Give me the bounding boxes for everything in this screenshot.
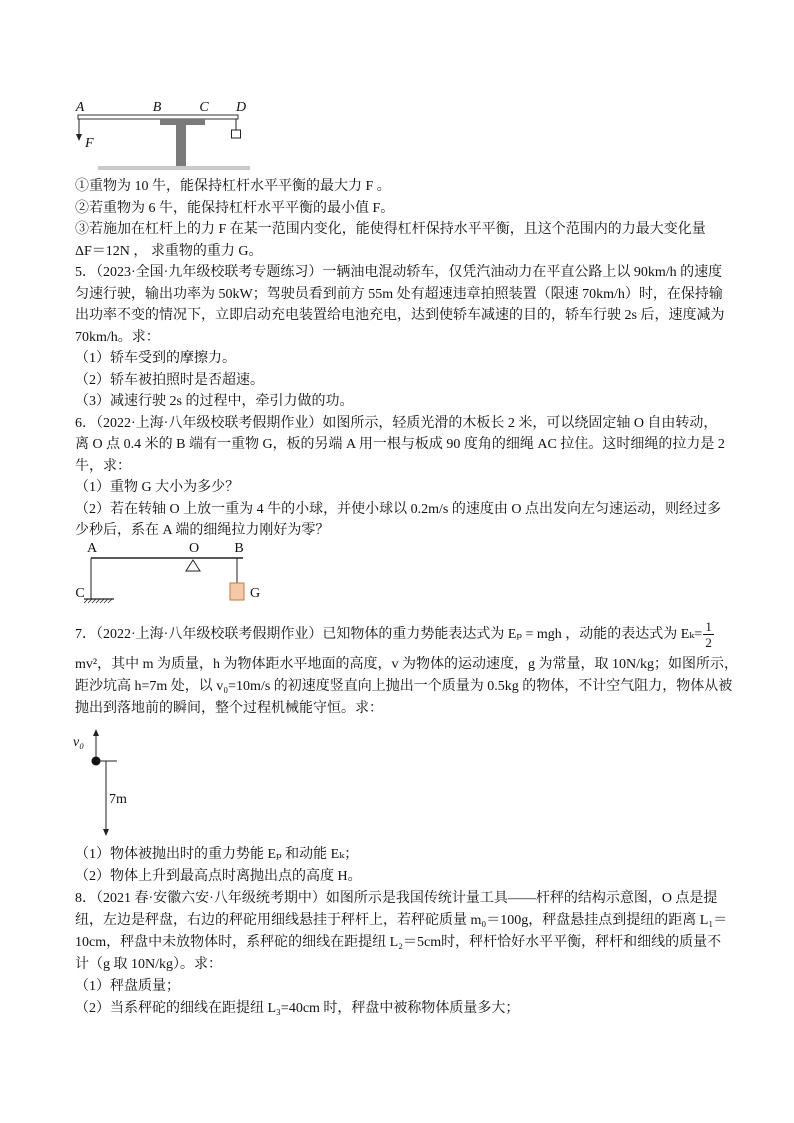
q7-stem-first-line xyxy=(75,620,755,650)
force-arrowhead-icon xyxy=(76,134,82,141)
q4-item-line: ΔF＝12N ， 求重物的重力 G。 xyxy=(75,243,263,259)
q4-item-line: ③若施加在杠杆上的力 F 在某一范围内变化，能使得杠杆保持水平平衡，且这个范围内的力最大变化量 xyxy=(75,222,706,237)
q6-part: （2）若在转轴 O 上放一重为 4 牛的小球，并使小球以 0.2m/s 的速度由 O 点出发向左匀速运动，则经过多 xyxy=(75,501,721,517)
q7-stem-line: 距沙坑高 h=7m 处，以 v₀=10m/s 的初速度竖直向上抛出一个质量为 0.5kg 的物体，不计空气阻力，物体从被 xyxy=(75,679,733,694)
support-top xyxy=(160,119,205,125)
q8-stem-line: 10cm，秤盘中未放物体时，系秤砣的细线在距提纽 L₂＝5cm时，秤杆恰好水平平衡，秤杆和细线的质量不 xyxy=(75,935,722,950)
q5-stem-line: 出功率不变的情况下，立即启动充电装置给电池充电，达到使轿车减速的目的，轿车行驶 2s 后，速度减为 xyxy=(75,308,725,323)
q4-item-line: ②若重物为 6 牛，能保持杠杆水平平衡的最小值 F。 xyxy=(75,200,395,216)
q7-part: （2）物体上升到最高点时离抛出点的高度 H。 xyxy=(75,869,362,884)
q6-stem-line: 6．（2022·上海·八年级校联考假期作业）如图所示，轻质光滑的木板长 2 米，可以绕固定轴 O 自由转动， xyxy=(75,415,718,431)
q6-part: 少秒后，系在 A 端的细绳拉力刚好为零？ xyxy=(75,523,330,538)
q8-stem-line: 计（g 取 10N/kg）。求： xyxy=(75,957,222,972)
board-pivot-o-label: O xyxy=(188,541,200,556)
questions-7-to-8 xyxy=(75,844,755,1020)
board-diagram xyxy=(70,536,270,611)
q6-stem-line: 离 O 点 0.4 米的 B 端有一重物 G，板的另端 A 用一根与板成 90 度角的细绳 AC 拉住。这时细绳的拉力是 2 xyxy=(75,437,725,452)
height-arrowhead-icon xyxy=(103,829,109,836)
q5-part: （2）轿车被拍照时是否超速。 xyxy=(75,372,264,388)
board-point-b-label: B xyxy=(234,541,244,556)
fraction-denominator: 2 xyxy=(705,635,712,650)
q5-part: （1）轿车受到的摩擦力。 xyxy=(75,351,236,366)
weight-g-box xyxy=(230,583,244,600)
lever-point-d-label: D xyxy=(235,100,247,115)
board-point-a-label: A xyxy=(86,541,98,556)
q7-fraction xyxy=(703,620,714,649)
questions-4-to-6 xyxy=(75,176,755,542)
velocity-arrowhead-icon xyxy=(93,729,99,736)
fraction-numerator: 1 xyxy=(705,620,712,635)
lever-bar xyxy=(78,115,238,119)
q5-stem-line: 70km/h。求： xyxy=(75,329,160,345)
q8-part: （2）当系秤砣的细线在距提纽 L₃=40cm 时，秤盘中被称物体质量多大； xyxy=(75,1001,520,1016)
force-label: F xyxy=(85,136,94,151)
q7-stem-line: 抛出到落地前的瞬间，整个过程机械能守恒。求： xyxy=(75,701,383,716)
q8-stem-line: 纽，左边是秤盘，右边的秤砣用细线悬挂于秤杆上，若秤砣质量 m₀＝100g，秤盘悬挂点到提纽的距离 L₁＝ xyxy=(75,913,728,928)
lever-diagram xyxy=(60,90,260,175)
weight-g-label: G xyxy=(250,586,261,601)
pivot-triangle-icon xyxy=(186,560,200,571)
support-post xyxy=(176,125,186,166)
initial-velocity-label: v₀ xyxy=(73,735,85,750)
q8-part: （1）秤盘质量； xyxy=(75,979,180,994)
q8-stem-line: 8．（2021 春·安徽六安·八年级统考期中）如图所示是我国传统计量工具——杆秤的结构示意图，O 点是提 xyxy=(75,891,718,906)
lever-point-a-label: A xyxy=(75,100,85,115)
weight-box xyxy=(232,130,241,138)
q7-part: （1）物体被抛出时的重力势能 Eₚ 和动能 Eₖ； xyxy=(75,847,359,862)
lever-point-c-label: C xyxy=(199,100,209,115)
q6-stem-line: 牛，求： xyxy=(75,458,131,474)
q5-stem-line: 5．（2023·全国·九年级校联考专题练习）一辆油电混动轿车，仅凭汽油动力在平直公路上以 90km/h 的速度 xyxy=(75,265,723,280)
q4-item-line: ①重物为 10 牛，能保持杠杆水平平衡的最大力 F 。 xyxy=(75,179,391,194)
ground-line xyxy=(98,166,250,170)
q6-part: （1）重物 G 大小为多少？ xyxy=(75,480,240,495)
rope-point-c-label: C xyxy=(75,586,85,601)
q5-stem-line: 匀速行驶，输出功率为 50kW；驾驶员看到前方 55m 处有超速违章拍照装置（限速 70km/h）时，在保持输 xyxy=(75,286,723,302)
throw-diagram xyxy=(60,722,160,842)
q5-part: （3）减速行驶 2s 的过程中，牵引力做的功。 xyxy=(75,394,354,409)
q7-stem-line: mv²，其中 m 为质量，h 为物体距水平地面的高度，v 为物体的运动速度，g 为常量，取 10N/kg；如图所示， xyxy=(75,657,738,672)
height-label: 7m xyxy=(109,792,127,807)
lever-point-b-label: B xyxy=(152,100,162,115)
q7-stem xyxy=(75,654,755,720)
q7-stem-first-text: 7．（2022·上海·八年级校联考假期作业）已知物体的重力势能表达式为 Eₚ = mgh ，动能的表达式为 Eₖ= xyxy=(75,627,703,642)
